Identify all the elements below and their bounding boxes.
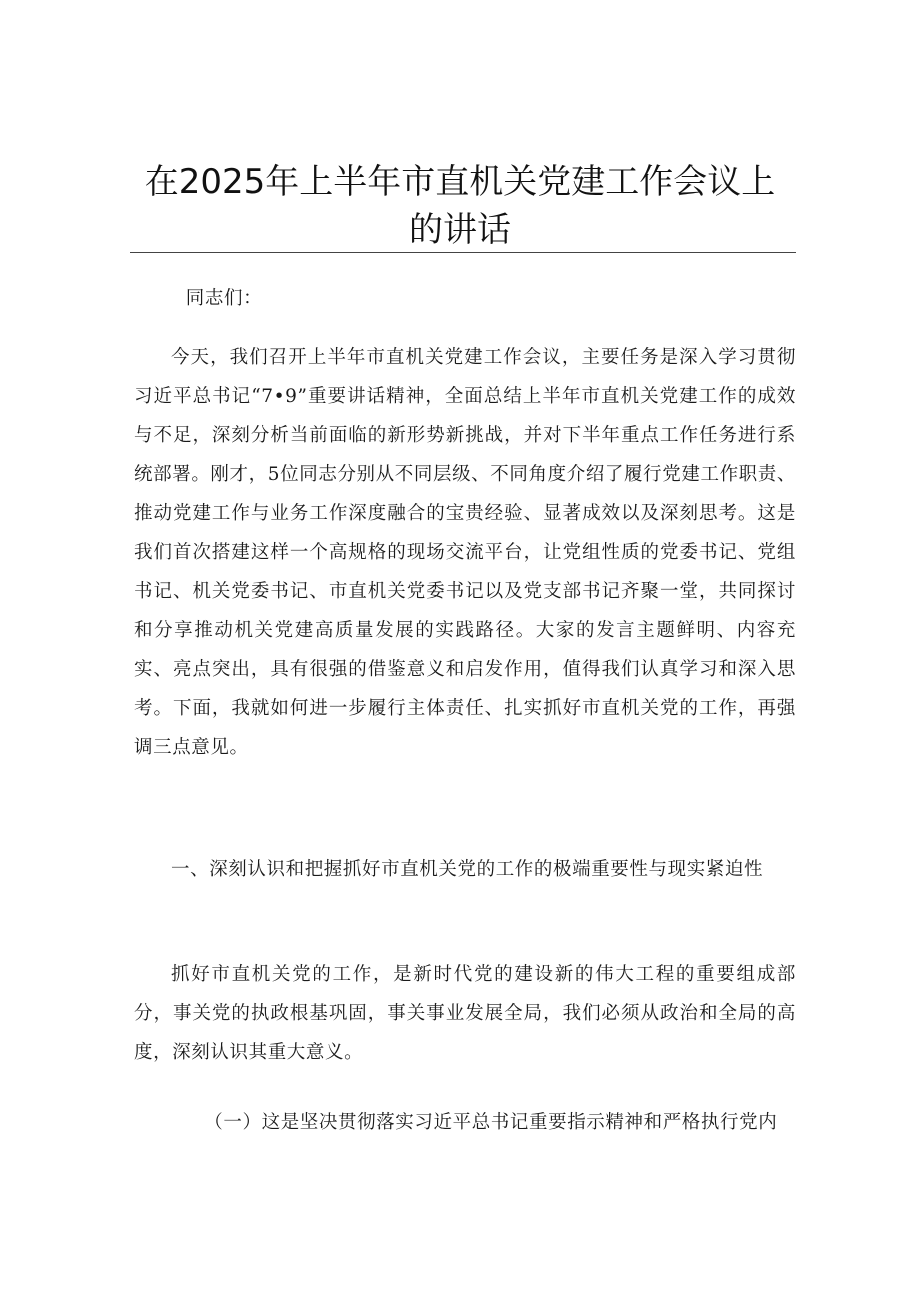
salutation: 同志们： [185, 288, 263, 309]
paragraph-section-1: 抓好市直机关党的工作，是新时代党的建设新的伟大工程的重要组成部分，事关党的执政根基巩固，事关事业发展全局，我们必须从政治和全局的高度，深刻认识其重大意义。 [134, 964, 796, 1063]
paragraph-intro: 今天，我们召开上半年市直机关党建工作会议，主要任务是深入学习贯彻习近平总书记“7•9”重要讲话精神，全面总结上半年市直机关党建工作的成效与不足，深刻分析当前面临的新形势新挑战，并对下半年重点工作任务进行系统部署。刚才，5位同志分别从不同层级、不同角度介绍了履行党建工作职责、推动党建工作与业务工作深度融合的宝贵经验、显著成效以及深刻思考。这是我们首次搭建这样一个高规格的现场交流平台，让党组性质的党委书记、党组书记、机关党委书记、市直机关党委书记以及党支部书记齐聚一堂，共同探讨和分享推动机关党建高质量发展的实践路径。大家的发言主题鲜明、内容充实、亮点突出，具有很强的借鉴意义和启发作用，值得我们认真学习和深入思考。下面，我就如何进一步履行主体责任、扎实抓好市直机关党的工作，再强调三点意见。 [134, 347, 796, 758]
title-divider [130, 252, 796, 253]
section-heading-1: 一、深刻认识和把握抓好市直机关党的工作的极端重要性与现实紧迫性 [171, 859, 764, 880]
subsection-heading-1: （一）这是坚决贯彻落实习近平总书记重要指示精神和严格执行党内 [204, 1112, 778, 1133]
document-title: 在2025年上半年市直机关党建工作会议上的讲话 [144, 162, 776, 250]
